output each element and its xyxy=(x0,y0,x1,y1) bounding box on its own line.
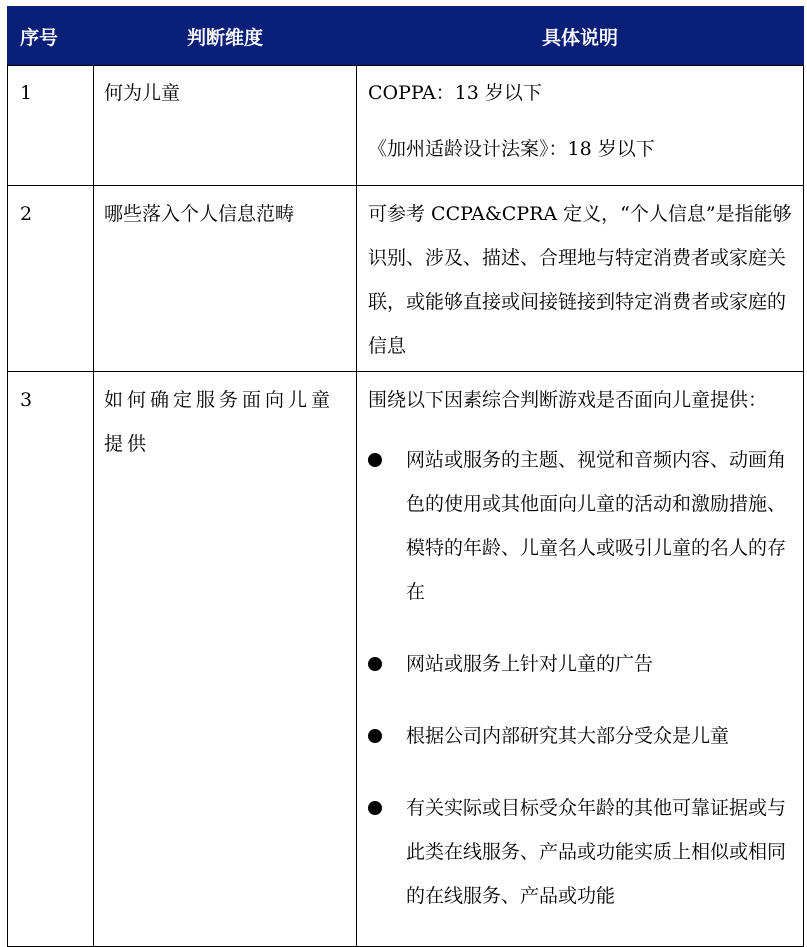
row-description xyxy=(357,372,804,947)
row-dimension: 如何确定服务面向儿童提供 xyxy=(94,372,357,947)
factor-list xyxy=(368,438,795,918)
header-description: 具体说明 xyxy=(357,7,804,66)
list-item xyxy=(368,642,795,686)
bullet-icon xyxy=(368,729,382,743)
bullet-icon xyxy=(368,657,382,671)
list-item xyxy=(368,714,795,758)
description-intro: 围绕以下因素综合判断游戏是否面向儿童提供： xyxy=(368,389,768,411)
table-header-row xyxy=(8,7,804,66)
bullet-icon xyxy=(368,801,382,815)
row-description xyxy=(357,66,804,186)
criteria-table xyxy=(7,6,804,947)
row-number: 3 xyxy=(8,372,94,947)
header-dimension: 判断维度 xyxy=(94,7,357,66)
list-item-text: 根据公司内部研究其大部分受众是儿童 xyxy=(406,725,730,747)
description-line: COPPA：13 岁以下 xyxy=(368,82,542,104)
table-row xyxy=(8,66,804,186)
description-line: 《加州适龄设计法案》：18 岁以下 xyxy=(368,138,655,160)
list-item-text: 网站或服务上针对儿童的广告 xyxy=(406,653,654,675)
list-item-text: 网站或服务的主题、视觉和音频内容、动画角色的使用或其他面向儿童的活动和激励措施、模特的年龄、儿童名人或吸引儿童的名人的存在 xyxy=(406,449,787,603)
row-number: 2 xyxy=(8,186,94,372)
list-item xyxy=(368,438,795,614)
table-row xyxy=(8,186,804,372)
list-item xyxy=(368,786,795,918)
list-item-text: 有关实际或目标受众年龄的其他可靠证据或与此类在线服务、产品或功能实质上相似或相同的在线服务、产品或功能 xyxy=(406,797,787,907)
bullet-icon xyxy=(368,453,382,467)
header-serial-number: 序号 xyxy=(8,7,94,66)
row-description: 可参考 CCPA&CPRA 定义，“个人信息”是指能够识别、涉及、描述、合理地与特定消费者或家庭关联，或能够直接或间接链接到特定消费者或家庭的信息 xyxy=(357,186,804,372)
row-number: 1 xyxy=(8,66,94,186)
table-row xyxy=(8,372,804,947)
row-dimension: 哪些落入个人信息范畴 xyxy=(94,186,357,372)
row-dimension: 何为儿童 xyxy=(94,66,357,186)
